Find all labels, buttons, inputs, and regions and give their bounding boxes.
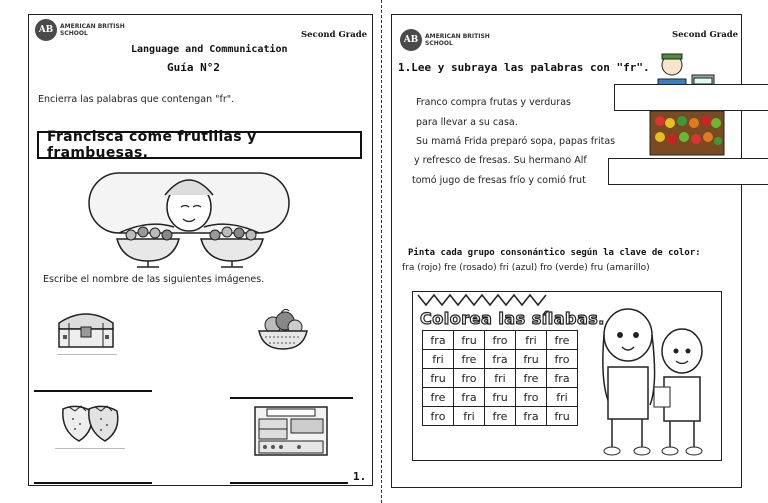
syllable-cell[interactable]: fru [516, 350, 547, 369]
page-divider [381, 0, 382, 503]
syllable-cell[interactable]: fre [516, 369, 547, 388]
logo-text: AMERICAN BRITISH [425, 33, 490, 40]
syllable-cell[interactable]: fro [547, 350, 578, 369]
syllable-cell[interactable]: fra [454, 388, 485, 407]
reading-heading: 1.Lee y subraya las palabras con "fr". [398, 61, 650, 74]
right-worksheet [391, 14, 742, 488]
reading-line-1: Franco compra frutas y verduras [416, 97, 572, 108]
answer-line-1[interactable] [34, 390, 152, 392]
color-syllables-banner: Colorea las sílabas. [420, 309, 605, 328]
syllable-cell[interactable]: fru [423, 369, 454, 388]
answer-line-4[interactable] [230, 482, 348, 484]
fruit-bowl-image [255, 305, 311, 353]
paint-instruction: Pinta cada grupo consonántico según la clave de color: [408, 248, 701, 258]
reading-line-4: y refresco de fresas. Su hermano Alf [414, 155, 587, 166]
subject-title: Language and Communication [131, 44, 288, 55]
instruction-circle-words: Encierra las palabras que contengan "fr". [38, 94, 235, 105]
syllable-cell[interactable]: fri [423, 350, 454, 369]
syllable-cell[interactable]: fra [423, 331, 454, 350]
bunting-decoration [416, 293, 576, 307]
syllable-row [423, 331, 578, 350]
page-number: 1. [353, 470, 367, 483]
color-key: fra (rojo) fre (rosado) fri (azul) fro (verde) fru (amarillo) [402, 263, 650, 273]
syllable-row [423, 407, 578, 426]
syllable-grid [422, 330, 578, 426]
logo-subtext: SCHOOL [60, 30, 88, 37]
syllable-cell[interactable]: fru [485, 388, 516, 407]
answer-box-2[interactable] [608, 158, 768, 185]
syllable-cell[interactable]: fri [454, 407, 485, 426]
sentence-box [37, 131, 362, 159]
sentence-text: Francisca come frutillas y frambuesas. [47, 129, 257, 161]
syllable-cell[interactable]: fra [485, 350, 516, 369]
answer-box-1[interactable] [614, 84, 768, 111]
answer-line-3[interactable] [34, 482, 152, 484]
syllable-row [423, 388, 578, 407]
instruction-write-names: Escribe el nombre de las siguientes imágenes. [43, 274, 265, 285]
syllable-row [423, 350, 578, 369]
logo-emblem-icon: AB [400, 29, 422, 51]
syllable-cell[interactable]: fro [423, 407, 454, 426]
syllable-cell[interactable]: fra [547, 369, 578, 388]
syllable-cell[interactable]: fri [547, 388, 578, 407]
reading-line-2: para llevar a su casa. [416, 117, 518, 128]
syllable-cell[interactable]: fre [485, 407, 516, 426]
fruit-shop-image [251, 403, 331, 457]
syllable-row [423, 369, 578, 388]
grade-label-right: Second Grade [672, 30, 739, 40]
syllable-cell[interactable]: fru [454, 331, 485, 350]
syllable-cell[interactable]: fre [423, 388, 454, 407]
syllable-cell[interactable]: fro [516, 388, 547, 407]
girl-eating-fruit-image [79, 167, 299, 271]
syllable-cell[interactable]: fre [547, 331, 578, 350]
syllable-cell[interactable]: fro [485, 331, 516, 350]
syllable-cell[interactable]: fri [516, 331, 547, 350]
syllable-cell[interactable]: fri [485, 369, 516, 388]
answer-line-2[interactable] [230, 397, 353, 399]
left-worksheet [28, 14, 373, 486]
school-logo-right [400, 29, 490, 51]
treasure-chest-image [55, 307, 117, 351]
syllable-cell[interactable]: fru [547, 407, 578, 426]
strawberries-image [55, 399, 125, 445]
logo-emblem-icon: AB [35, 19, 57, 41]
guide-title: Guía N°2 [167, 61, 220, 74]
grade-label: Second Grade [301, 30, 368, 40]
school-logo [35, 19, 125, 41]
logo-subtext: SCHOOL [425, 40, 453, 47]
kids-illustration [586, 301, 716, 457]
chest-underline [57, 354, 117, 355]
reading-line-5: tomó jugo de fresas frío y comió frut [412, 175, 586, 186]
reading-line-3: Su mamá Frida preparó sopa, papas fritas [416, 136, 616, 147]
strawberry-underline [55, 448, 125, 449]
syllable-cell[interactable]: fre [454, 350, 485, 369]
syllable-cell[interactable]: fra [516, 407, 547, 426]
syllable-cell[interactable]: fro [454, 369, 485, 388]
logo-text: AMERICAN BRITISH [60, 23, 125, 30]
